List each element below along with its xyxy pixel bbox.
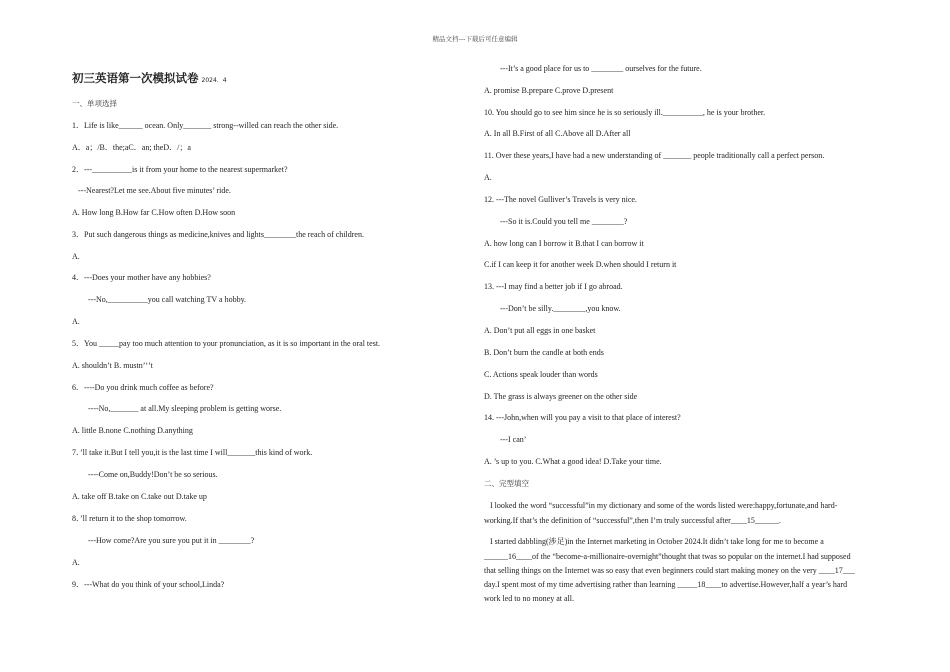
option-13-b: B. Don’t burn the candle at both ends — [484, 348, 604, 357]
question-14-reply: ---I can’ — [500, 435, 527, 444]
options-9: A. promise B.prepare C.prove D.present — [484, 86, 614, 95]
question-10: 10. You should go to see him since he is so seriously ill.__________, he is your brother. — [484, 108, 766, 117]
passage-line-4: ______16____of the “become-a-millionaire-overnight”thought that twas so popular on the internet.I had supposed — [484, 552, 851, 561]
passage-line-5: that selling things on the Internet was so easy that even beginners could start making money on the very ____17___ — [484, 566, 855, 575]
exam-title — [72, 70, 227, 86]
question-14: 14. ---John,when will you pay a visit to that place of interest? — [484, 413, 681, 422]
question-2: 2．---__________is it from your home to the nearest supermarket? — [72, 165, 288, 174]
question-2-reply: ---Nearest?Let me see.About five minutes’ ride. — [78, 186, 231, 195]
options-4: A. — [72, 317, 80, 326]
options-7: A. take off B.take on C.take out D.take up — [72, 492, 207, 501]
section-heading-cloze: 二、完型填空 — [484, 479, 529, 488]
question-3: 3．Put such dangerous things as medicine,knives and lights________the reach of children. — [72, 230, 364, 239]
passage-line-6: day.I spent most of my time advertising rather than learning _____18____to advertise.However,half a year’s hard — [484, 580, 848, 589]
question-4: 4．---Does your mother have any hobbies? — [72, 273, 211, 282]
question-11: 11. Over these years,I have had a new understanding of _______ people traditionally call a perfect person. — [484, 151, 825, 160]
question-12-reply: ---So it is.Could you tell me ________? — [500, 217, 628, 226]
options-5: A. shouldn’t B. mustn’‘’t — [72, 361, 153, 370]
options-1: A．a；/B．the;aC．an; theD．/；a — [72, 143, 191, 152]
options-2: A. How long B.How far C.How often D.How soon — [72, 208, 236, 217]
passage-line-3: I started dabbling(涉足)in the Internet marketing in October 2024.It didn’t take long for me to become a — [490, 537, 824, 546]
question-8: 8．’ll return it to the shop tomorrow. — [72, 514, 187, 523]
passage-line-2: working.If that’s the definition of “successful”,then I’m truly successful after____15______. — [484, 516, 781, 525]
options-8: A. — [72, 558, 80, 567]
question-1: 1．Life is like______ ocean. Only_______ strong--willed can reach the other side. — [72, 121, 339, 130]
question-13: 13. ---I may find a better job if I go abroad. — [484, 282, 623, 291]
question-7-reply: ----Come on,Buddy!Don’t be so serious. — [88, 470, 218, 479]
question-13-reply: ---Don’t be silly.________,you know. — [500, 304, 621, 313]
options-6: A. little B.none C.nothing D.anything — [72, 426, 193, 435]
section-heading-single-choice: 一、单项选择 — [72, 99, 117, 108]
option-13-d: D. The grass is always greener on the other side — [484, 392, 638, 401]
options-12-ab: A. how long can I borrow it B.that I can borrow it — [484, 239, 644, 248]
options-3: A. — [72, 252, 80, 261]
question-6: 6．----Do you drink much coffee as before? — [72, 383, 214, 392]
options-12-cd: C.if I can keep it for another week D.when should I return it — [484, 260, 677, 269]
passage-line-7: work led to no money at all. — [484, 594, 574, 603]
question-6-reply: ----No,_______ at all.My sleeping problem is getting worse. — [88, 404, 282, 413]
passage-line-1: I looked the word “successful”in my dictionary and some of the words listed were:happy,fortunate,and hard- — [490, 501, 838, 510]
question-4-reply: ---No,__________you call watching TV a hobby. — [88, 295, 247, 304]
question-12: 12. ---The novel Gulliver’s Travels is very nice. — [484, 195, 637, 204]
question-9: 9．---What do you think of your school,Linda? — [72, 580, 225, 589]
exam-date: 2024．4 — [201, 77, 227, 84]
question-7: 7．’ll take it.But I tell you,it is the last time I will_______this kind of work. — [72, 448, 313, 457]
options-11: A. — [484, 173, 492, 182]
options-10: A. In all B.First of all C.Above all D.After all — [484, 129, 631, 138]
exam-title-text: 初三英语第一次模拟试卷 — [72, 71, 199, 85]
options-14: A. ’s up to you. C.What a good idea! D.Take your time. — [484, 457, 662, 466]
question-9-reply: ---It’s a good place for us to ________ ourselves for the future. — [500, 64, 702, 73]
option-13-a: A. Don’t put all eggs in one basket — [484, 326, 596, 335]
question-5: 5．You _____pay too much attention to your pronunciation, as it is so important in the oral test. — [72, 339, 381, 348]
question-8-reply: ---How come?Are you sure you put it in ________? — [88, 536, 255, 545]
page-header: 精品文档---下载后可任意编辑 — [432, 35, 518, 43]
option-13-c: C. Actions speak louder than words — [484, 370, 598, 379]
